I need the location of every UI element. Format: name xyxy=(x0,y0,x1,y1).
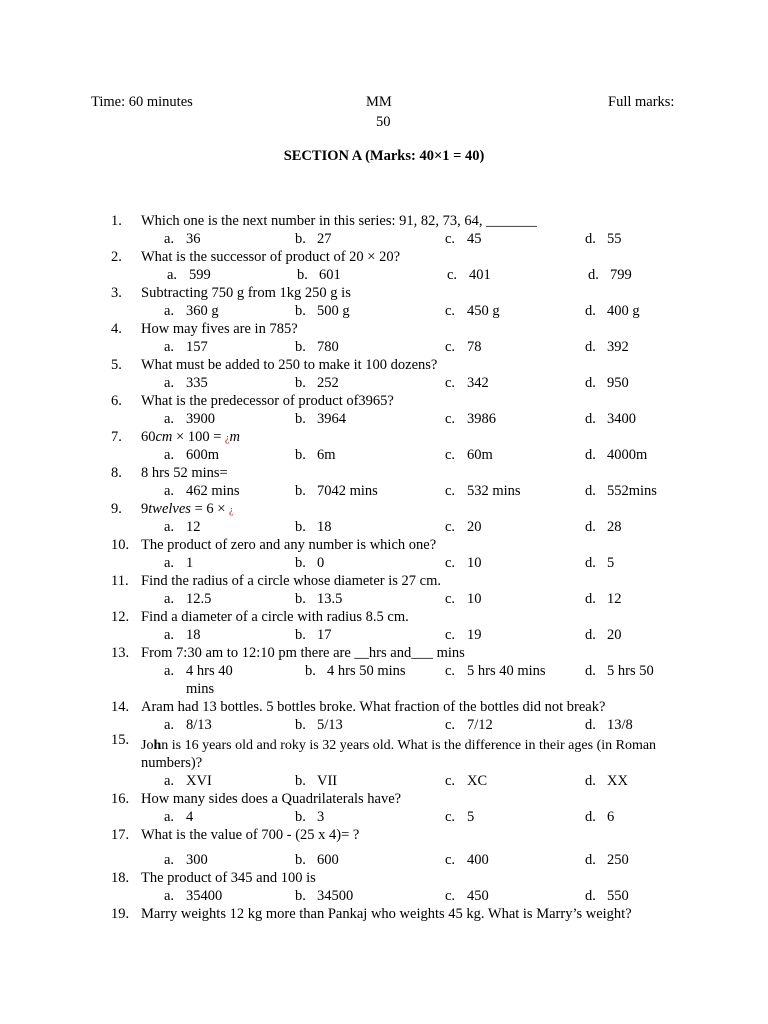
option-d: d. 6 xyxy=(585,809,615,825)
question xyxy=(0,644,768,662)
question-number: 6. xyxy=(111,393,122,409)
option-c: c. 10 xyxy=(445,555,482,571)
full-marks-label: Full marks: xyxy=(608,94,675,110)
question xyxy=(0,869,768,887)
option-b: b. 601 xyxy=(297,267,341,283)
option-c: c. 7/12 xyxy=(445,717,493,733)
question-text: Marry weights 12 kg more than Pankaj who weights 45 kg. What is Marry’s weight? xyxy=(141,906,632,922)
question-text: Find a diameter of a circle with radius 8.5 cm. xyxy=(141,609,409,625)
question-number: 7. xyxy=(111,429,122,445)
option-b: b. 252 xyxy=(295,375,339,391)
question xyxy=(0,248,768,266)
question-text: What is the value of 700 - (25 x 4)= ? xyxy=(141,827,360,843)
question-number: 16. xyxy=(111,791,130,807)
option-a: a. 300 xyxy=(164,852,208,868)
option-b: b. 3 xyxy=(295,809,325,825)
option-b: b. 18 xyxy=(295,519,332,535)
option-d: d. 4000m xyxy=(585,447,648,463)
option-d: d. 5 hrs 50 xyxy=(585,663,654,679)
option-b: b. 5/13 xyxy=(295,717,343,733)
option-a: a. XVI xyxy=(164,773,212,789)
question-text: What is the successor of product of 20 × 20? xyxy=(141,249,401,265)
question xyxy=(0,428,768,446)
option-d: d. 20 xyxy=(585,627,622,643)
question-number: 8. xyxy=(111,465,122,481)
option-d: d. 55 xyxy=(585,231,622,247)
question-text: How may fives are in 785? xyxy=(141,321,298,337)
option-d: d. 13/8 xyxy=(585,717,633,733)
question xyxy=(0,500,768,518)
options-row xyxy=(0,518,768,536)
question-number: 10. xyxy=(111,537,130,553)
section-title: SECTION A (Marks: 40×1 = 40) xyxy=(283,148,485,164)
options-row xyxy=(0,887,768,905)
options-row xyxy=(0,446,768,464)
question-text: Subtracting 750 g from 1kg 250 g is xyxy=(141,285,351,301)
option-b: b. 6m xyxy=(295,447,336,463)
options-row xyxy=(0,626,768,644)
question-number: 18. xyxy=(111,870,130,886)
question-text: John is 16 years old and roky is 32 years old. What is the difference in their ages (in Roman xyxy=(141,738,657,753)
question xyxy=(0,464,768,482)
option-c: c. 5 xyxy=(445,809,475,825)
option-a: a. 335 xyxy=(164,375,208,391)
options-row xyxy=(0,808,768,826)
question xyxy=(0,826,768,851)
options-row xyxy=(0,482,768,500)
question-number: 19. xyxy=(111,906,130,922)
options-row xyxy=(0,554,768,572)
option-c: c. 10 xyxy=(445,591,482,607)
options-row xyxy=(0,662,768,680)
mm-label: MM xyxy=(366,94,392,110)
option-b: b. 600 xyxy=(295,852,339,868)
question-number: 14. xyxy=(111,699,130,715)
question-text: The product of zero and any number is which one? xyxy=(141,537,437,553)
question-number: 17. xyxy=(111,827,130,843)
option-d: d. 400 g xyxy=(585,303,640,319)
option-b: b. 780 xyxy=(295,339,339,355)
option-a: a. 12 xyxy=(164,519,201,535)
question xyxy=(0,734,768,754)
question xyxy=(0,536,768,554)
question-text: The product of 345 and 100 is xyxy=(141,870,316,886)
option-a: a. 8/13 xyxy=(164,717,212,733)
question-list xyxy=(0,212,768,923)
question-number: 4. xyxy=(111,321,122,337)
question xyxy=(0,905,768,923)
option-a: a. 18 xyxy=(164,627,201,643)
question-text: What is the predecessor of product of3965? xyxy=(141,393,394,409)
question xyxy=(0,572,768,590)
question-text: How many sides does a Quadrilaterals have? xyxy=(141,791,402,807)
question-number: 15. xyxy=(111,732,130,748)
option-c: c. 19 xyxy=(445,627,482,643)
question-number: 9. xyxy=(111,501,122,517)
option-c: c. 60m xyxy=(445,447,493,463)
option-c: c. 20 xyxy=(445,519,482,535)
question xyxy=(0,698,768,716)
option-d: d. 12 xyxy=(585,591,622,607)
option-c: c. 450 xyxy=(445,888,489,904)
option-a: a. 599 xyxy=(167,267,211,283)
option-b: b. 17 xyxy=(295,627,332,643)
option-b: b. VII xyxy=(295,773,338,789)
question xyxy=(0,320,768,338)
option-c: c. 3986 xyxy=(445,411,496,427)
option-b: b. 27 xyxy=(295,231,332,247)
option-b: b. 7042 mins xyxy=(295,483,378,499)
option-d: d. 5 xyxy=(585,555,615,571)
option-a: a. 4 xyxy=(164,809,194,825)
options-row xyxy=(0,590,768,608)
question-number: 2. xyxy=(111,249,122,265)
option-b: b. 3964 xyxy=(295,411,346,427)
question xyxy=(0,356,768,374)
question-number: 3. xyxy=(111,285,122,301)
time-label: Time: 60 minutes xyxy=(91,94,193,110)
option-c: c. 5 hrs 40 mins xyxy=(445,663,546,679)
options-row xyxy=(0,302,768,320)
option-c: c. 342 xyxy=(445,375,489,391)
question-text: 8 hrs 52 mins= xyxy=(141,465,228,481)
exam-header xyxy=(0,94,768,134)
option-b: b. 0 xyxy=(295,555,325,571)
options-row xyxy=(0,374,768,392)
question-number: 11. xyxy=(111,573,129,589)
options-row xyxy=(0,410,768,428)
question-number: 1. xyxy=(111,213,122,229)
question-text: 9twelves = 6 × ¿ xyxy=(141,501,234,517)
option-a: a. 462 mins xyxy=(164,483,240,499)
option-a: a. 1 xyxy=(164,555,194,571)
question-text: 60cm × 100 = ¿m xyxy=(141,429,240,445)
option-d: d. 250 xyxy=(585,852,629,868)
options-row xyxy=(0,338,768,356)
question-text: Find the radius of a circle whose diameter is 27 cm. xyxy=(141,573,441,589)
question xyxy=(0,392,768,410)
option-c: c. 450 g xyxy=(445,303,500,319)
question-text: From 7:30 am to 12:10 pm there are __hrs and___ mins xyxy=(141,645,465,661)
question-number: 12. xyxy=(111,609,130,625)
options-row xyxy=(0,851,768,869)
question-text-continued: numbers)? xyxy=(141,755,203,771)
option-c: c. 45 xyxy=(445,231,482,247)
option-a: a. 360 g xyxy=(164,303,219,319)
question-text: Aram had 13 bottles. 5 bottles broke. What fraction of the bottles did not break? xyxy=(141,699,606,715)
option-d: d. XX xyxy=(585,773,628,789)
options-row xyxy=(0,230,768,248)
option-b: b. 13.5 xyxy=(295,591,343,607)
option-a: a. 600m xyxy=(164,447,220,463)
option-d: d. 799 xyxy=(588,267,632,283)
option-a: a. 35400 xyxy=(164,888,223,904)
option-a: a. 36 xyxy=(164,231,201,247)
option-d: d. 3400 xyxy=(585,411,636,427)
option-a-continued: mins xyxy=(186,681,215,697)
question xyxy=(0,212,768,230)
mm-value: 50 xyxy=(376,114,391,130)
option-c: c. 401 xyxy=(447,267,491,283)
question-text: Which one is the next number in this series: 91, 82, 73, 64, _______ xyxy=(141,213,537,229)
option-c: c. 400 xyxy=(445,852,489,868)
options-row-continued xyxy=(0,680,768,698)
options-row xyxy=(0,266,768,284)
question-number: 5. xyxy=(111,357,122,373)
question xyxy=(0,608,768,626)
option-c: c. XC xyxy=(445,773,488,789)
option-b: b. 500 g xyxy=(295,303,350,319)
option-b: b. 34500 xyxy=(295,888,354,904)
option-d: d. 550 xyxy=(585,888,629,904)
option-c: c. 532 mins xyxy=(445,483,521,499)
question xyxy=(0,284,768,302)
question-text: What must be added to 250 to make it 100 dozens? xyxy=(141,357,438,373)
option-d: d. 950 xyxy=(585,375,629,391)
option-c: c. 78 xyxy=(445,339,482,355)
question-number: 13. xyxy=(111,645,130,661)
option-a: a. 3900 xyxy=(164,411,215,427)
option-a: a. 4 hrs 40 xyxy=(164,663,233,679)
question xyxy=(0,790,768,808)
option-a: a. 157 xyxy=(164,339,208,355)
option-d: d. 552mins xyxy=(585,483,657,499)
option-a: a. 12.5 xyxy=(164,591,212,607)
option-b: b. 4 hrs 50 mins xyxy=(305,663,406,679)
option-d: d. 28 xyxy=(585,519,622,535)
options-row xyxy=(0,772,768,790)
option-d: d. 392 xyxy=(585,339,629,355)
